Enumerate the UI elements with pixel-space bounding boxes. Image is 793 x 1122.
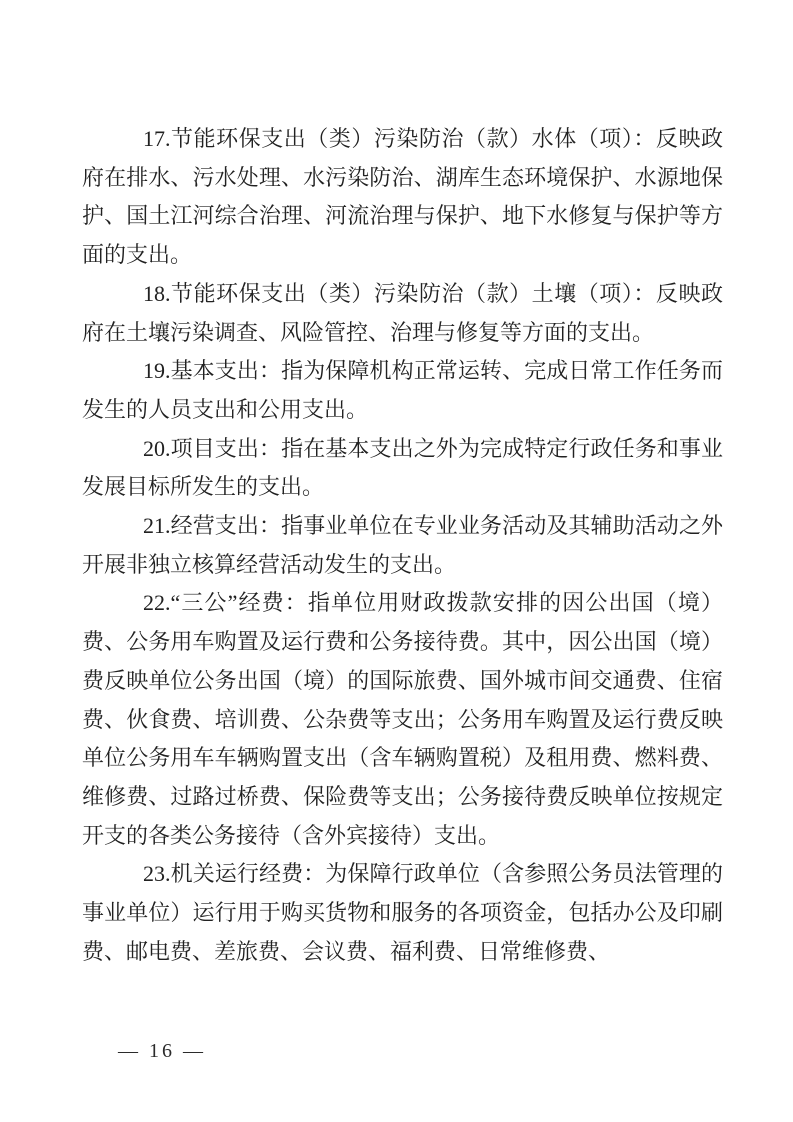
paragraph-item-23: 23.机关运行经费：为保障行政单位（含参照公务员法管理的事业单位）运行用于购买货物和服务的各项资金，包括办公及印刷费、邮电费、差旅费、会议费、福利费、日常维修费、 — [82, 861, 723, 964]
document-body — [82, 120, 723, 971]
paragraph-item-18: 18.节能环保支出（类）污染防治（款）土壤（项）：反映政府在土壤污染调查、风险管控、治理与修复等方面的支出。 — [82, 280, 723, 345]
paragraph-item-22: 22.“三公”经费：指单位用财政拨款安排的因公出国（境）费、公务用车购置及运行费和公务接待费。其中，因公出国（境）费反映单位公务出国（境）的国际旅费、国外城市间交通费、住宿费、伙食费、培训费、公杂费等支出；公务用车购置及运行费反映单位公务用车车辆购置支出（含车辆购置税）及租用费、燃料费、维修费、过路过桥费、保险费等支出；公务接待费反映单位按规定开支的各类公务接待（含外宾接待）支出。 — [82, 590, 723, 848]
page-number: — 16 — — [118, 1040, 206, 1062]
paragraph-item-21: 21.经营支出：指事业单位在专业业务活动及其辅助活动之外开展非独立核算经营活动发生的支出。 — [82, 513, 723, 577]
paragraph-item-19: 19.基本支出：指为保障机构正常运转、完成日常工作任务而发生的人员支出和公用支出。 — [82, 358, 723, 422]
paragraph-item-17: 17.节能环保支出（类）污染防治（款）水体（项）：反映政府在排水、污水处理、水污染防治、湖库生态环境保护、水源地保护、国土江河综合治理、河流治理与保护、地下水修复与保护等方面的支出。 — [82, 126, 723, 268]
paragraph-item-20: 20.项目支出：指在基本支出之外为完成特定行政任务和事业发展目标所发生的支出。 — [82, 435, 723, 500]
